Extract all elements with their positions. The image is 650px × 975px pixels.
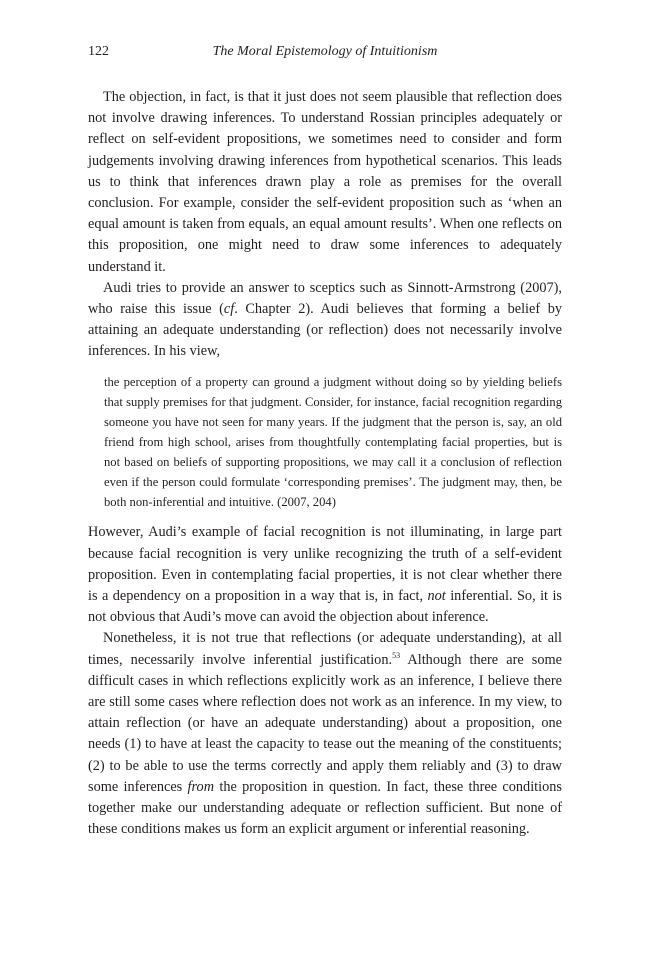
paragraph-1: The objection, in fact, is that it just does not seem plausible that reflection does not involve drawing inferences. To understand Rossian principles adequately or reflect on self-evident propositions, we sometimes need to consider and form judgements involving drawing inferences from hypothetical scenarios. This leads us to think that inferences drawn play a role as premises for the overall conclusion. For example, consider the self-evident proposition such as ‘when an equal amount is taken from equals, an equal amount results’. When one reflects on this proposition, one might need to draw some inferences to adequately understand it. <box>88 89 562 275</box>
paragraph-4-from: from <box>187 778 215 795</box>
paragraph-3 <box>88 522 562 628</box>
paragraph-3-not: not <box>427 587 446 604</box>
paragraph-3-text-a: However, Audi’s example of facial recognition is not illuminating, in large part because facial recognition is very unlike recognizing the truth of a self-evident proposition. Even in contemplating facial properties, it is not clear whether there is a dependency on a proposition in a way that is, in fact, <box>88 524 562 604</box>
block-quote: the perception of a property can ground a judgment without doing so by yielding beliefs that supply premises for that judgment. Consider, for instance, facial recognition regarding someone you have not seen for many years. If the judgment that the person is, say, an old friend from high school, arises from thoughtfully contemplating facial properties, but is not based on beliefs of supporting propositions, we may call it a conclusion of reflection even if the person could formulate ‘corresponding premises’. The judgment may, then, be both non-inferential and intuitive. (2007, 204) <box>104 374 562 510</box>
body-text <box>88 87 562 840</box>
paragraph-4-text-c: the proposition in question. In fact, these three conditions together make our understanding adequate or reflection sufficient. But none of these conditions makes us form an explicit argument or inferential reasoning. <box>88 778 562 838</box>
page-number: 122 <box>88 44 109 59</box>
paragraph-2-cf: cf <box>223 301 235 318</box>
running-head <box>88 44 562 64</box>
running-title: The Moral Epistemology of Intuitionism <box>212 44 438 59</box>
paragraph-4-text-b: Although there are some difficult cases in which reflections explicitly work as an inference, I believe there are still some cases where reflection does not work as an inference. In my view, to attain reflection (or have an adequate understanding) about a proposition, one needs (1) to have at least the capacity to tease out the meaning of the constituents; (2) to be able to use the terms correctly and apply them reliably and (3) to draw some inferences <box>88 651 562 795</box>
paragraph-4-text-a: Nonetheless, it is not true that reflections (or adequate understanding), at all times, necessarily involve inferential justification. <box>88 630 562 668</box>
paragraph-2-text-a: Audi tries to provide an answer to sceptics such as Sinnott-Armstrong (2007), who raise this issue ( <box>88 279 562 318</box>
paragraph-3-text-b: inferential. So, it is not obvious that Audi’s move can avoid the objection about inference. <box>88 587 562 626</box>
paragraph-2 <box>88 278 562 363</box>
footnote-marker[interactable]: 53 <box>392 650 401 660</box>
paragraph-2-text-b: . Chapter 2). Audi believes that forming a belief by attaining an adequate understanding (or reflection) does not necessarily involve inferences. In his view, <box>88 301 562 360</box>
paragraph-4 <box>88 628 562 840</box>
